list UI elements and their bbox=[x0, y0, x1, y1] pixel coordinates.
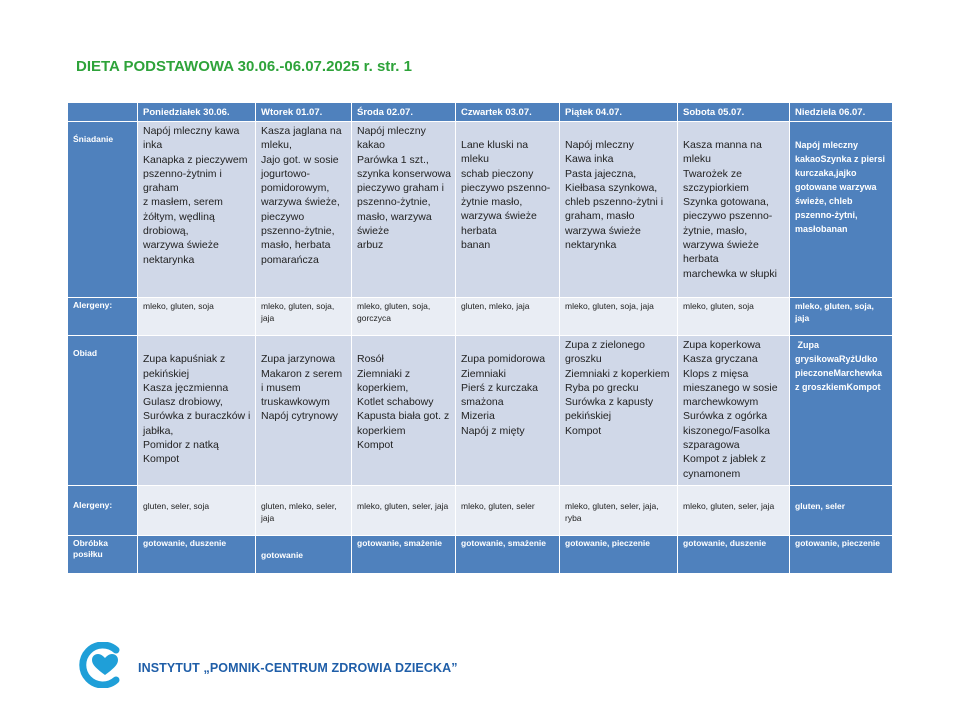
day-header: Wtorek 01.07. bbox=[256, 103, 352, 122]
menu-line: Napój mleczny kakao bbox=[357, 125, 426, 152]
menu-line: warzywa świeże bbox=[143, 239, 219, 252]
allergens-cell: gluten, seler, soja bbox=[138, 486, 256, 536]
menu-line: Rosół bbox=[357, 353, 384, 366]
processing-cell: gotowanie, duszenie bbox=[678, 536, 790, 574]
menu-line: Napój mleczny kawa inka bbox=[143, 125, 240, 152]
menu-line: Kawa inka bbox=[565, 153, 614, 166]
menu-cell bbox=[138, 336, 256, 486]
menu-line: Pasta jajeczna, bbox=[565, 167, 637, 180]
day-header: Niedziela 06.07. bbox=[790, 103, 893, 122]
menu-line: schab pieczony pieczywo pszenno-żytnie masło, warzywa świeże herbata bbox=[461, 167, 551, 237]
menu-cell bbox=[352, 122, 456, 298]
menu-cell bbox=[256, 122, 352, 298]
menu-cell bbox=[790, 336, 893, 486]
day-header: Poniedziałek 30.06. bbox=[138, 103, 256, 122]
menu-line: banan bbox=[461, 239, 491, 252]
header-corner bbox=[68, 103, 138, 122]
menu-line: Ryż bbox=[839, 354, 856, 364]
menu-line: Napój cytrynowy bbox=[261, 410, 339, 423]
menu-line bbox=[357, 338, 451, 352]
menu-line: Kasza gryczana bbox=[683, 353, 758, 366]
heart-c-logo-icon bbox=[78, 642, 132, 693]
menu-line: Napój mleczny bbox=[565, 139, 634, 151]
institute-name: INSTYTUT „POMNIK-CENTRUM ZDROWIA DZIECKA” bbox=[138, 660, 458, 675]
menu-line: Surówka z ogórka kiszonego/Fasolka szparagowa bbox=[683, 410, 770, 452]
menu-line: Pomidor z natką bbox=[143, 439, 219, 452]
menu-line: Kanapka z pieczywem pszenno-żytnim i graham bbox=[143, 153, 248, 195]
menu-line: Napój mleczny kakao bbox=[795, 140, 859, 164]
allergens-cell: mleko, gluten, seler, jaja bbox=[352, 486, 456, 536]
diet-table bbox=[67, 102, 893, 574]
menu-line: Surówka z kapusty pekińskiej bbox=[565, 396, 654, 423]
row-label-allergens: Alergeny: bbox=[68, 486, 138, 536]
menu-cell bbox=[256, 336, 352, 486]
menu-line: Gulasz drobiowy, bbox=[143, 396, 223, 409]
menu-line: Klops z mięsa mieszanego w sosie marchewkowym bbox=[683, 367, 778, 409]
day-header: Sobota 05.07. bbox=[678, 103, 790, 122]
menu-cell bbox=[352, 336, 456, 486]
processing-cell: gotowanie, pieczenie bbox=[790, 536, 893, 574]
menu-line: Zupa kapuśniak z pekińskiej bbox=[143, 353, 226, 380]
menu-line: Kompot bbox=[846, 382, 881, 392]
menu-line: Kapusta biała got. z koperkiem bbox=[357, 410, 450, 437]
menu-cell bbox=[456, 122, 560, 298]
menu-cell bbox=[678, 336, 790, 486]
row-label-processing: Obróbka posiłku bbox=[68, 536, 138, 574]
lunch-allergens-row bbox=[68, 486, 893, 536]
footer bbox=[78, 642, 458, 693]
menu-cell bbox=[560, 122, 678, 298]
menu-line: marchewka w słupki bbox=[683, 267, 777, 280]
header-row bbox=[68, 103, 893, 122]
menu-line: Ziemniaki bbox=[461, 367, 506, 380]
menu-line: Kasza jaglana na mleku, bbox=[261, 125, 342, 152]
menu-line: Kotlet schabowy bbox=[357, 396, 434, 409]
menu-line: nektarynka bbox=[565, 239, 617, 252]
day-header: Piątek 04.07. bbox=[560, 103, 678, 122]
allergens-cell: gluten, mleko, seler, jaja bbox=[256, 486, 352, 536]
menu-line: arbuz bbox=[357, 239, 384, 252]
processing-cell: gotowanie, duszenie bbox=[138, 536, 256, 574]
menu-line bbox=[461, 338, 555, 352]
menu-line: Kiełbasa szynkowa, chleb pszenno-żytni i graham, masło bbox=[565, 181, 664, 223]
breakfast-allergens-row bbox=[68, 298, 893, 336]
menu-line: nektarynka bbox=[143, 253, 195, 266]
menu-line: Surówka z buraczków i jabłka, bbox=[143, 410, 251, 437]
menu-line: Kompot bbox=[143, 453, 180, 466]
menu-line: Szynka z piersi kurczaka, bbox=[795, 154, 886, 178]
menu-cell bbox=[138, 122, 256, 298]
menu-line bbox=[143, 338, 251, 352]
allergens-cell: gluten, mleko, jaja bbox=[456, 298, 560, 336]
menu-line: z masłem, serem żółtym, wędliną drobiową, bbox=[143, 196, 223, 238]
row-label-lunch: Obiad bbox=[68, 336, 138, 486]
menu-cell bbox=[790, 122, 893, 298]
menu-line: Jajo got. w sosie jogurtowo-pomidorowym, warzywa świeże, pieczywo pszenno-żytnie, masło, herbata pomarańcza bbox=[261, 153, 340, 266]
menu-line: warzywa świeże bbox=[565, 224, 641, 237]
menu-line: Kompot bbox=[357, 439, 394, 452]
allergens-cell: mleko, gluten, soja, gorczyca bbox=[352, 298, 456, 336]
menu-line: Kasza manna na mleku bbox=[683, 139, 762, 166]
menu-line: Twarożek ze szczypiorkiem bbox=[683, 167, 749, 194]
processing-cell: gotowanie bbox=[256, 536, 352, 574]
allergens-cell: gluten, seler bbox=[790, 486, 893, 536]
allergens-cell: mleko, gluten, soja, jaja bbox=[560, 298, 678, 336]
menu-cell bbox=[560, 336, 678, 486]
lunch-row bbox=[68, 336, 893, 486]
day-header: Środa 02.07. bbox=[352, 103, 456, 122]
allergens-cell: mleko, gluten, seler, jaja, ryba bbox=[560, 486, 678, 536]
menu-line: Kasza jęczmienna bbox=[143, 381, 229, 394]
menu-line: Zupa z zielonego groszku bbox=[565, 339, 645, 366]
menu-line: Ryba po grecku bbox=[565, 381, 639, 394]
menu-line: Mizeria bbox=[461, 410, 495, 423]
menu-line: Kompot z jabłek z cynamonem bbox=[683, 453, 766, 480]
menu-cell bbox=[678, 122, 790, 298]
page-title: DIETA PODSTAWOWA 30.06.-06.07.2025 r. str. 1 bbox=[76, 58, 412, 75]
allergens-cell: mleko, gluten, soja, jaja bbox=[256, 298, 352, 336]
menu-cell bbox=[456, 336, 560, 486]
menu-line: Napój z mięty bbox=[461, 424, 525, 437]
menu-line bbox=[261, 338, 347, 352]
row-label-allergens: Alergeny: bbox=[68, 298, 138, 336]
menu-line: Kompot bbox=[565, 424, 602, 437]
menu-line: Parówka 1 szt., szynka konserwowa pieczywo graham i pszenno-żytnie, masło, warzywa świeże bbox=[357, 153, 451, 238]
menu-line: Ziemniaki z koperkiem, bbox=[357, 367, 411, 394]
processing-cell: gotowanie, smażenie bbox=[352, 536, 456, 574]
menu-line: Szynka gotowana, pieczywo pszenno-żytnie, masło, warzywa świeże herbata bbox=[683, 196, 773, 266]
menu-line: banan bbox=[821, 224, 848, 234]
menu-line: Zupa koperkowa bbox=[683, 339, 761, 351]
menu-line: Ziemniaki z koperkiem bbox=[565, 367, 670, 380]
menu-line: Makaron z serem i musem truskawkowym bbox=[261, 367, 343, 409]
menu-line: Lane kluski na mleku bbox=[461, 139, 529, 166]
row-label-breakfast: Śniadanie bbox=[68, 122, 138, 298]
menu-line: Zupa grysikowa bbox=[795, 340, 840, 364]
allergens-cell: mleko, gluten, soja bbox=[138, 298, 256, 336]
processing-row bbox=[68, 536, 893, 574]
menu-line: Zupa jarzynowa bbox=[261, 353, 336, 366]
allergens-cell: mleko, gluten, seler, jaja bbox=[678, 486, 790, 536]
allergens-cell: mleko, gluten, seler bbox=[456, 486, 560, 536]
menu-line: jajko gotowane warzywa świeże, chleb pszenno-żytni, masło bbox=[795, 168, 877, 234]
processing-cell: gotowanie, pieczenie bbox=[560, 536, 678, 574]
menu-line: Zupa pomidorowa bbox=[461, 353, 546, 366]
menu-line: Pierś z kurczaka smażona bbox=[461, 381, 539, 409]
processing-cell: gotowanie, smażenie bbox=[456, 536, 560, 574]
menu-line: Marchewka z groszkiem bbox=[795, 368, 883, 392]
day-header: Czwartek 03.07. bbox=[456, 103, 560, 122]
allergens-cell: mleko, gluten, soja, jaja bbox=[790, 298, 893, 336]
allergens-cell: mleko, gluten, soja bbox=[678, 298, 790, 336]
breakfast-row bbox=[68, 122, 893, 298]
menu-line: Udko pieczone bbox=[795, 354, 878, 378]
